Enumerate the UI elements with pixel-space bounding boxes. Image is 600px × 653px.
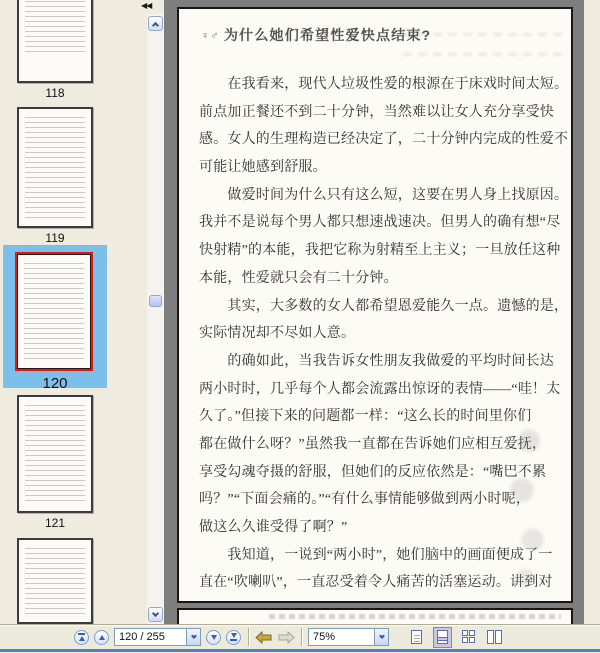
thumbnail-page-121[interactable]: [17, 395, 93, 530]
text-line: 可能让她感到舒服。: [199, 160, 327, 176]
sidebar-scrollbar[interactable]: [147, 14, 164, 624]
thumbnail-image: [17, 107, 93, 228]
zoom-combo: [308, 628, 389, 646]
text-line: 感。女人的生理构造已经决定了，二十分钟内完成的性爱不: [199, 132, 569, 148]
sidebar-scroll-down-button[interactable]: [148, 607, 163, 622]
gold-left-arrow-icon: [255, 631, 273, 644]
previous-page-button[interactable]: [94, 630, 109, 645]
chevron-down-icon: [191, 633, 197, 639]
next-page-button[interactable]: [206, 630, 221, 645]
thumbnail-selection-highlight: [3, 245, 107, 392]
collapse-sidebar-icon[interactable]: ◀◀: [141, 1, 152, 10]
text-line: 其实，大多数的女人都希望恩爱能久一点。遗憾的是，: [199, 298, 569, 314]
single-page-layout-button[interactable]: [407, 627, 426, 648]
chevron-down-icon: [152, 610, 159, 617]
text-line: 吗？”“下面会痛的。”“有什么事情能够做到两小时呢，: [199, 492, 531, 508]
continuous-page-icon: [437, 630, 448, 644]
page-layout-buttons: [407, 627, 504, 648]
chevron-down-icon: [379, 633, 385, 639]
continuous-layout-button[interactable]: [433, 627, 452, 648]
gray-right-arrow-icon: [277, 631, 295, 644]
thumbnail-image: [17, 395, 93, 513]
text-line: 实际情况却不尽如人意。: [199, 326, 356, 342]
text-line: 我知道，一说到“两小时”，她们脑中的画面便成了一: [199, 547, 553, 563]
gender-symbols-icon: ♀♂: [201, 30, 220, 42]
thumbnail-image: [17, 538, 93, 624]
thumbnail-page-119[interactable]: [17, 107, 93, 245]
text-line: 在我看来，现代人垃圾性爱的根源在于床戏时间太短。: [199, 77, 569, 92]
text-line: 享受勾魂夺摄的舒服，但她们的反应依然是：“嘴巴不累: [199, 464, 547, 480]
continuous-facing-icon: [462, 630, 475, 644]
arrow-up-icon: [99, 635, 105, 640]
text-line: 前点加正餐还不到二十分钟，当然难以让女人充分享受快: [199, 104, 554, 120]
text-line: 都在做什么呀？”虽然我一直都在告诉她们应相互爱抚，: [199, 436, 547, 452]
text-line: 的确如此，当我告诉女性朋友我做爱的平均时间长达: [199, 353, 554, 369]
section-header: [201, 25, 431, 45]
document-page-120: [177, 7, 573, 603]
facing-pages-icon: [487, 630, 502, 644]
thumbnail-label-current: 120: [42, 375, 68, 392]
page-number-input[interactable]: [114, 628, 186, 646]
zoom-level-input[interactable]: [308, 628, 374, 646]
single-page-icon: [411, 630, 422, 644]
text-line: 本能，性爱就只会有二十分钟。: [199, 270, 398, 286]
section-title: 为什么她们希望性爱快点结束?: [223, 27, 432, 43]
last-page-button[interactable]: [226, 630, 241, 645]
previous-view-button[interactable]: [255, 631, 273, 644]
thumbnail-page-120-current[interactable]: [15, 252, 93, 371]
thumbnail-page-118[interactable]: [17, 0, 93, 100]
thumbnail-label: 118: [45, 86, 65, 100]
text-line: 直在“吹喇叭”，一直忍受着令人痛苦的活塞运动。讲到对: [199, 575, 553, 591]
thumbnail-label: 121: [44, 516, 66, 530]
toolbar-separator: [248, 628, 249, 646]
thumbnails-sidebar: [0, 0, 164, 624]
zoom-dropdown[interactable]: [374, 628, 389, 646]
thumbnail-image: [17, 0, 93, 83]
next-view-button[interactable]: [277, 631, 295, 644]
text-line: 快射精”的本能，我把它称为射精至上主义；一旦放任这种: [199, 243, 561, 259]
continuous-facing-layout-button[interactable]: [459, 627, 478, 648]
next-page-top-edge: [177, 608, 573, 624]
sidebar-scroll-up-button[interactable]: [148, 16, 163, 31]
bottom-toolbar: [0, 624, 600, 649]
first-page-button[interactable]: [74, 630, 89, 645]
text-line: 做爱时间为什么只有这么短，这要在男人身上找原因。: [199, 187, 569, 203]
document-canvas: [164, 0, 584, 624]
page-watermark: [493, 421, 565, 586]
text-line: 做这么久谁受得了啊？”: [199, 520, 348, 535]
thumbnail-label: 119: [45, 231, 65, 245]
arrow-down-icon: [211, 635, 217, 640]
text-line: 两小时时，几乎每个人都会流露出惊讶的表情——“哇！太: [199, 381, 561, 397]
text-line: 我并不是说每个男人都只想速战速决。但男人的确有想“尽: [199, 215, 561, 231]
page-number-dropdown[interactable]: [186, 628, 201, 646]
facing-layout-button[interactable]: [485, 627, 504, 648]
toolbar-separator: [301, 628, 302, 646]
thumbnail-page-122[interactable]: [17, 538, 93, 624]
first-page-icon: [78, 633, 85, 635]
page-number-combo: [114, 628, 201, 646]
text-line: 久了。”但接下来的问题都一样：“这么长的时间里你们: [199, 409, 532, 425]
last-page-icon: [230, 639, 237, 641]
chevron-up-icon: [152, 21, 159, 28]
sidebar-scrollbar-thumb[interactable]: [149, 295, 162, 307]
